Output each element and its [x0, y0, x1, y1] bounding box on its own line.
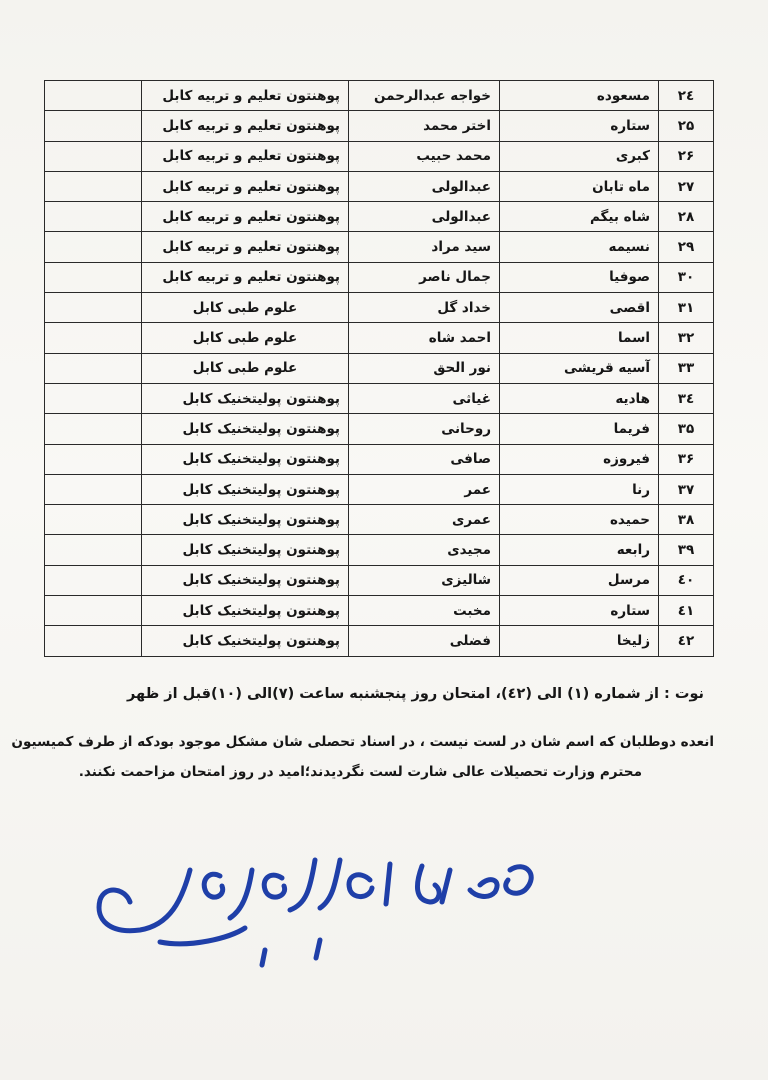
- row-number: ۲۵: [659, 111, 714, 141]
- blank-cell: [45, 232, 142, 262]
- university-name: پوهنتون پولیتخنیک کابل: [142, 414, 349, 444]
- university-name: پوهنتون پولیتخنیک کابل: [142, 505, 349, 535]
- blank-cell: [45, 626, 142, 656]
- father-name: مخبت: [349, 596, 500, 626]
- father-name: مجیدی: [349, 535, 500, 565]
- student-roster-table: [44, 80, 714, 657]
- blank-cell: [45, 81, 142, 111]
- blank-cell: [45, 111, 142, 141]
- student-name: ماه تابان: [500, 171, 659, 201]
- row-number: ۲۹: [659, 232, 714, 262]
- university-name: علوم طبی کابل: [142, 323, 349, 353]
- row-number: ۳۱: [659, 293, 714, 323]
- handwritten-signature: [70, 830, 550, 980]
- table-row: [45, 141, 714, 171]
- blank-cell: [45, 171, 142, 201]
- university-name: علوم طبی کابل: [142, 293, 349, 323]
- university-name: پوهنتون پولیتخنیک کابل: [142, 444, 349, 474]
- student-name: ستاره: [500, 596, 659, 626]
- row-number: ٤۲: [659, 626, 714, 656]
- father-name: روحانی: [349, 414, 500, 444]
- table-row: [45, 565, 714, 595]
- row-number: ۳۸: [659, 505, 714, 535]
- row-number: ۲٤: [659, 81, 714, 111]
- blank-cell: [45, 414, 142, 444]
- student-name: فریما: [500, 414, 659, 444]
- father-name: احمد شاه: [349, 323, 500, 353]
- blank-cell: [45, 383, 142, 413]
- table-row: [45, 535, 714, 565]
- table-row: [45, 293, 714, 323]
- row-number: ۲۷: [659, 171, 714, 201]
- university-name: پوهنتون پولیتخنیک کابل: [142, 565, 349, 595]
- father-name: خداد گل: [349, 293, 500, 323]
- father-name: نور الحق: [349, 353, 500, 383]
- row-number: ۳۷: [659, 474, 714, 504]
- blank-cell: [45, 535, 142, 565]
- student-name: کبری: [500, 141, 659, 171]
- table-row: [45, 171, 714, 201]
- student-name: شاه بیگم: [500, 202, 659, 232]
- row-number: ٤۰: [659, 565, 714, 595]
- blank-cell: [45, 596, 142, 626]
- student-name: رنا: [500, 474, 659, 504]
- table-row: [45, 383, 714, 413]
- university-name: پوهنتون تعلیم و تربیه کابل: [142, 111, 349, 141]
- table-row: [45, 323, 714, 353]
- father-name: عمری: [349, 505, 500, 535]
- blank-cell: [45, 323, 142, 353]
- row-number: ۳٤: [659, 383, 714, 413]
- blank-cell: [45, 141, 142, 171]
- table-row: [45, 444, 714, 474]
- blank-cell: [45, 262, 142, 292]
- blank-cell: [45, 353, 142, 383]
- university-name: پوهنتون تعلیم و تربیه کابل: [142, 81, 349, 111]
- father-name: عبدالولی: [349, 171, 500, 201]
- table-row: [45, 474, 714, 504]
- table-row: [45, 232, 714, 262]
- father-name: عبدالولی: [349, 202, 500, 232]
- row-number: ۳۹: [659, 535, 714, 565]
- note-line-1: نوت : از شماره (۱) الی (٤۲)، امتحان روز پنجشنبه ساعت (۷)الی (۱۰)قبل از ظهر: [127, 686, 704, 702]
- row-number: ۳۲: [659, 323, 714, 353]
- father-name: عمر: [349, 474, 500, 504]
- student-name: آسیه قریشی: [500, 353, 659, 383]
- father-name: اختر محمد: [349, 111, 500, 141]
- student-name: اقصی: [500, 293, 659, 323]
- university-name: پوهنتون تعلیم و تربیه کابل: [142, 141, 349, 171]
- student-name: فیروزه: [500, 444, 659, 474]
- table-row: [45, 202, 714, 232]
- university-name: علوم طبی کابل: [142, 353, 349, 383]
- row-number: ۳۶: [659, 444, 714, 474]
- blank-cell: [45, 202, 142, 232]
- father-name: سید مراد: [349, 232, 500, 262]
- student-name: مسعوده: [500, 81, 659, 111]
- blank-cell: [45, 565, 142, 595]
- student-name: اسما: [500, 323, 659, 353]
- table-row: [45, 262, 714, 292]
- university-name: پوهنتون پولیتخنیک کابل: [142, 596, 349, 626]
- table-row: [45, 414, 714, 444]
- father-name: محمد حبیب: [349, 141, 500, 171]
- table-row: [45, 81, 714, 111]
- student-name: حمیده: [500, 505, 659, 535]
- student-name: هادیه: [500, 383, 659, 413]
- table-row: [45, 505, 714, 535]
- row-number: ۳۵: [659, 414, 714, 444]
- row-number: ۳۳: [659, 353, 714, 383]
- father-name: صافی: [349, 444, 500, 474]
- father-name: شالیزی: [349, 565, 500, 595]
- table-row: [45, 111, 714, 141]
- table-row: [45, 353, 714, 383]
- note-line-2: انعده دوطلبان که اسم شان در لست نیست ، در اسناد تحصلی شان مشکل موجود بودکه از طرف کمیسیون: [11, 734, 714, 750]
- student-name: مرسل: [500, 565, 659, 595]
- roster-body: [45, 81, 714, 657]
- university-name: پوهنتون پولیتخنیک کابل: [142, 474, 349, 504]
- university-name: پوهنتون تعلیم و تربیه کابل: [142, 262, 349, 292]
- blank-cell: [45, 505, 142, 535]
- university-name: پوهنتون پولیتخنیک کابل: [142, 383, 349, 413]
- table-row: [45, 626, 714, 656]
- father-name: فضلی: [349, 626, 500, 656]
- student-name: رابعه: [500, 535, 659, 565]
- table-row: [45, 596, 714, 626]
- student-name: زلیخا: [500, 626, 659, 656]
- university-name: پوهنتون تعلیم و تربیه کابل: [142, 171, 349, 201]
- row-number: ۲۸: [659, 202, 714, 232]
- student-name: ستاره: [500, 111, 659, 141]
- blank-cell: [45, 293, 142, 323]
- father-name: جمال ناصر: [349, 262, 500, 292]
- blank-cell: [45, 474, 142, 504]
- student-name: صوفیا: [500, 262, 659, 292]
- father-name: غیاثی: [349, 383, 500, 413]
- blank-cell: [45, 444, 142, 474]
- university-name: پوهنتون تعلیم و تربیه کابل: [142, 202, 349, 232]
- row-number: ۲۶: [659, 141, 714, 171]
- university-name: پوهنتون پولیتخنیک کابل: [142, 626, 349, 656]
- row-number: ۳۰: [659, 262, 714, 292]
- note-line-3: محترم وزارت تحصیلات عالی شارت لست نگردیدند؛امید در روز امتحان مزاحمت نکنند.: [78, 764, 642, 780]
- university-name: پوهنتون پولیتخنیک کابل: [142, 535, 349, 565]
- row-number: ٤۱: [659, 596, 714, 626]
- father-name: خواجه عبدالرحمن: [349, 81, 500, 111]
- university-name: پوهنتون تعلیم و تربیه کابل: [142, 232, 349, 262]
- student-name: نسیمه: [500, 232, 659, 262]
